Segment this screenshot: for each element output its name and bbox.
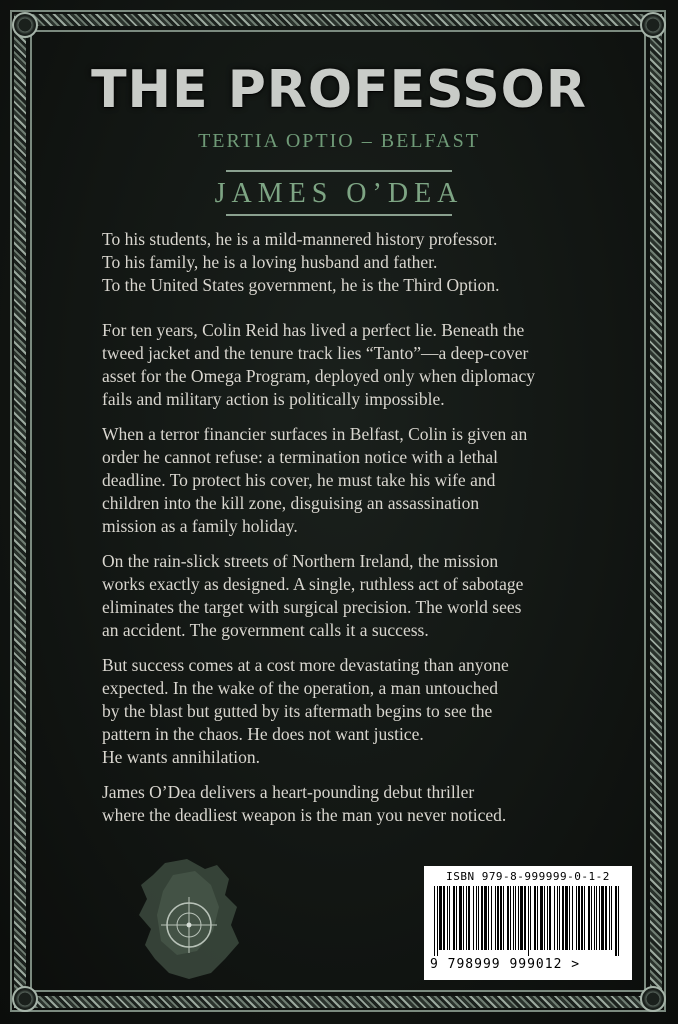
blurb-paragraph [102,781,602,827]
blurb-line: children into the kill zone, disguising an assassination [102,493,480,513]
blurb-intro [102,228,602,297]
barcode-bar [544,886,545,950]
barcode-bar [605,886,607,950]
barcode-bar [463,886,464,950]
barcode-bar [588,886,590,950]
barcode-bar [473,886,474,950]
blurb-paragraph [102,654,602,769]
barcode-bar [591,886,592,950]
blurb-line: To the United States government, he is the Third Option. [102,275,500,295]
blurb-line: eliminates the target with surgical precision. The world sees [102,597,522,617]
blurb-line: When a terror financier surfaces in Belfast, Colin is given an [102,424,528,444]
barcode-bar [599,886,600,950]
barcode-bar [443,886,445,950]
barcode-bar [596,886,597,950]
barcode-bar [518,886,519,950]
barcode-bar [576,886,577,950]
blurb-line: pattern in the chaos. He does not want justice. [102,724,424,744]
blurb-line: mission as a family holiday. [102,516,298,536]
barcode-bar [549,886,551,950]
blurb-line: by the blast but gutted by its aftermath begins to see the [102,701,493,721]
barcode-bar [581,886,583,950]
blurb-line: On the rain-slick streets of Northern Ireland, the mission [102,551,499,571]
barcode-bar [559,886,560,950]
barcode-bar [572,886,573,950]
barcode-bar [557,886,558,950]
barcode-bar [609,886,610,950]
blurb-line: order he cannot refuse: a termination notice with a lethal [102,447,499,467]
divider-bottom [226,214,452,216]
barcode-bar [488,886,489,950]
barcode-bar [513,886,514,950]
ireland-map-with-crosshair-icon [125,855,255,985]
blurb-line: where the deadliest weapon is the man you never noticed. [102,805,507,825]
barcode-bar [466,886,467,950]
barcode-bar [503,886,504,950]
barcode-bar [439,886,442,950]
barcode-bar [520,886,523,950]
blurb-line: To his students, he is a mild-mannered history professor. [102,229,498,249]
barcode-bar [615,886,617,956]
blurb-paragraph [102,550,602,642]
barcode-bar [530,886,531,950]
barcode-bar [476,886,477,950]
barcode-bar [449,886,450,950]
barcode-bar [528,886,529,956]
blurb-line: For ten years, Colin Reid has lived a perfect lie. Beneath the [102,320,525,340]
blurb-line: expected. In the wake of the operation, a man untouched [102,678,499,698]
barcode-bar [537,886,538,950]
divider-top [226,170,452,172]
blurb-line: asset for the Omega Program, deployed only when diplomacy [102,366,536,386]
barcode-bar [524,886,526,950]
barcode-bar [565,886,568,950]
blurb-paragraph [102,423,602,538]
book-title: THE PROFESSOR [91,60,587,120]
barcode-bar [447,886,448,950]
blurb-line: fails and military action is politically impossible. [102,389,445,409]
barcode-bar [578,886,580,950]
corner-knot-icon [640,12,666,38]
barcode-bars [430,886,626,956]
blurb-line: He wants annihilation. [102,747,260,767]
isbn-label: ISBN 979-8-999999-0-1-2 [446,870,610,883]
book-subtitle: TERTIA OPTIO – BELFAST [198,130,480,152]
barcode-bar [510,886,511,950]
barcode-bar [468,886,470,950]
blurb-line: an accident. The government calls it a success. [102,620,429,640]
back-cover-blurb [102,228,602,839]
barcode-bar [569,886,570,950]
barcode-bar [437,886,438,956]
isbn-barcode [424,866,632,980]
blurb-line: works exactly as designed. A single, ruthless act of sabotage [102,574,524,594]
barcode-bar [478,886,479,950]
author-name: JAMES O’DEA [214,178,464,209]
blurb-paragraph [102,319,602,411]
barcode-bar [459,886,462,950]
barcode-bar [611,886,612,950]
barcode-number: 9 798999 999012 > [430,957,581,972]
blurb-line: But success comes at a cost more devastating than anyone [102,655,509,675]
barcode-bar [507,886,509,950]
barcode-bar [500,886,502,950]
blurb-line: deadline. To protect his cover, he must take his wife and [102,470,496,490]
barcode-bar [481,886,483,950]
blurb-line: tweed jacket and the tenure track lies “Tanto”—a deep-cover [102,343,529,363]
barcode-bar [562,886,564,950]
corner-knot-icon [640,986,666,1012]
barcode-bar [491,886,492,950]
barcode-bar [453,886,455,950]
barcode-bar [497,886,499,950]
barcode-bar [540,886,543,950]
barcode-bar [484,886,487,950]
barcode-bar [434,886,435,956]
barcode-bar [601,886,604,950]
barcode-bar [584,886,585,950]
corner-knot-icon [12,986,38,1012]
barcode-bar [456,886,457,950]
barcode-bar [618,886,619,956]
barcode-bar [554,886,555,950]
barcode-bar [495,886,496,950]
blurb-line: To his family, he is a loving husband and father. [102,252,438,272]
barcode-bar [594,886,595,950]
corner-knot-icon [12,12,38,38]
blurb-line: James O’Dea delivers a heart-pounding debut thriller [102,782,475,802]
barcode-bar [534,886,536,950]
barcode-bar [547,886,548,950]
barcode-bar [515,886,516,950]
